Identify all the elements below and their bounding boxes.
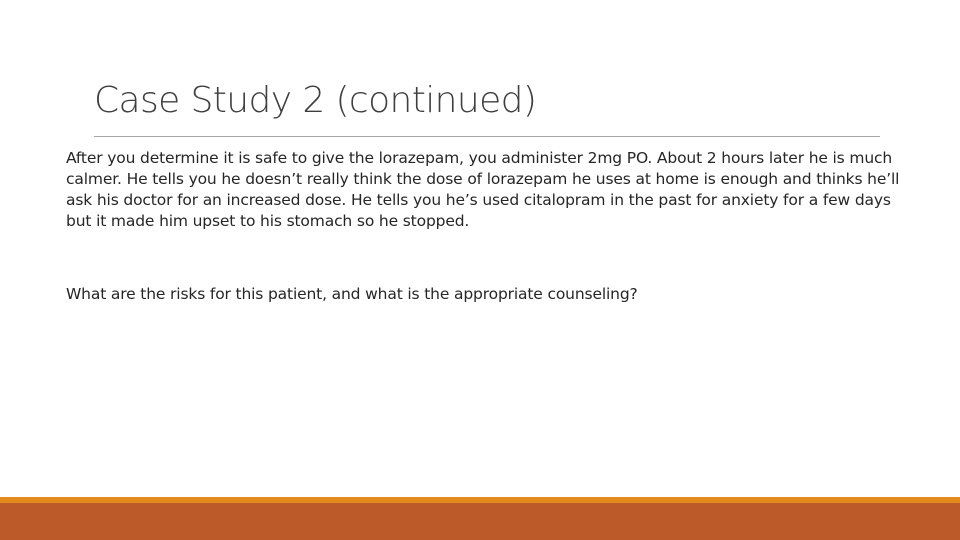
slide-title: Case Study 2 (continued) [94,80,537,121]
case-paragraph: After you determine it is safe to give the lorazepam, you administer 2mg PO. About 2 hours later he is much calmer. He tells you he doesn’t really think the dose of lorazepam he uses at home is enough and thinks he’ll ask his doctor for an increased dose. He tells you he’s used citalopram in the past for anxiety for a few days but it made him upset to his stomach so he stopped. [66,149,900,230]
footer-band [0,503,960,540]
discussion-question: What are the risks for this patient, and what is the appropriate counseling? [66,285,638,303]
title-divider [94,136,880,137]
